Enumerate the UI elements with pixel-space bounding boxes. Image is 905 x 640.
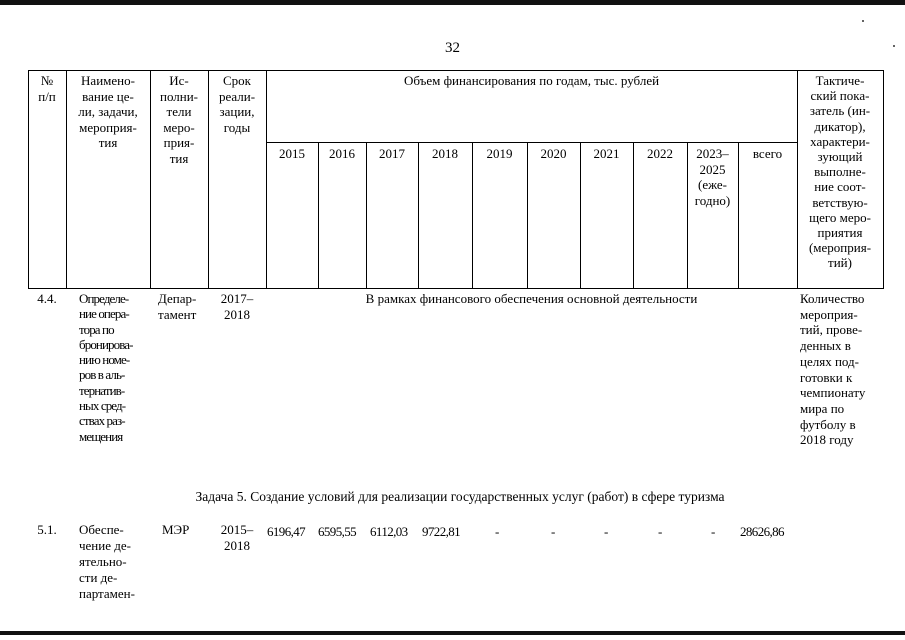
header-term: Срок реали- зации, годы [218,73,256,135]
value-cell: 9722,81 [422,524,461,539]
header-funding: Объем финансирования по годам, тыс. рублей [403,73,660,88]
year-header: 2023– 2025 (еже- годно) [694,146,731,208]
value-cell: 6112,03 [370,524,408,539]
value-cell: - [711,524,715,539]
year-header: 2022 [647,146,673,161]
year-header: 2021 [593,146,620,161]
scan-speck [862,20,864,22]
year-header: 2018 [432,146,458,161]
row-executor: МЭР [162,522,190,537]
row-indicator: Количество мероприя- тий, прове- денных в целях под- готовки к чемпионату мира по футболу в 2018 году [800,291,866,448]
year-header: 2015 [279,146,305,161]
value-cell: - [495,524,499,539]
value-cell: - [551,524,555,539]
header-name: Наимено- вание це- ли, задачи, мероприя- тия [78,73,138,150]
row-term: 2015– 2018 [220,522,254,553]
header-executors: Ис- полни- тели меро- прия- тия [159,73,199,166]
task-heading: Задача 5. Создание условий для реализации государственных услуг (работ) в сфере туризма [195,489,725,504]
row-funding-note: В рамках финансового обеспечения основной деятельности [365,291,698,306]
year-header: 2019 [486,146,513,161]
value-cell: - [658,524,662,539]
header-indicator: Тактиче- ский пока- затель (ин- дикатор), характери- зующий выполне- ние соот- ветствую- щего меро- приятия (мероприя- тий) [808,73,872,271]
value-cell: 6595,55 [318,524,357,539]
row-name: Обеспе- чение де- ятельно- сти де- партамен- [79,522,135,601]
scan-top-border [0,0,905,5]
value-cell-total: 28626,86 [740,524,784,539]
year-header-total: всего [752,146,783,161]
header-number: № п/п [38,73,56,104]
row-name: Определе- ние опера- тора по бронирова- нию номе- ров в аль- тернатив- ных сред- ствах раз- мещения [79,291,133,444]
year-header: 2020 [540,146,567,161]
year-header: 2017 [379,146,405,161]
value-cell: 6196,47 [267,524,306,539]
row-number: 5.1. [37,522,57,537]
year-header: 2016 [329,146,355,161]
row-term: 2017– 2018 [220,291,254,322]
page-number: 32 [445,40,460,56]
row-executor: Депар- тамент [158,291,197,322]
scan-bottom-border [0,631,905,635]
row-number: 4.4. [37,291,57,306]
value-cell: - [604,524,608,539]
